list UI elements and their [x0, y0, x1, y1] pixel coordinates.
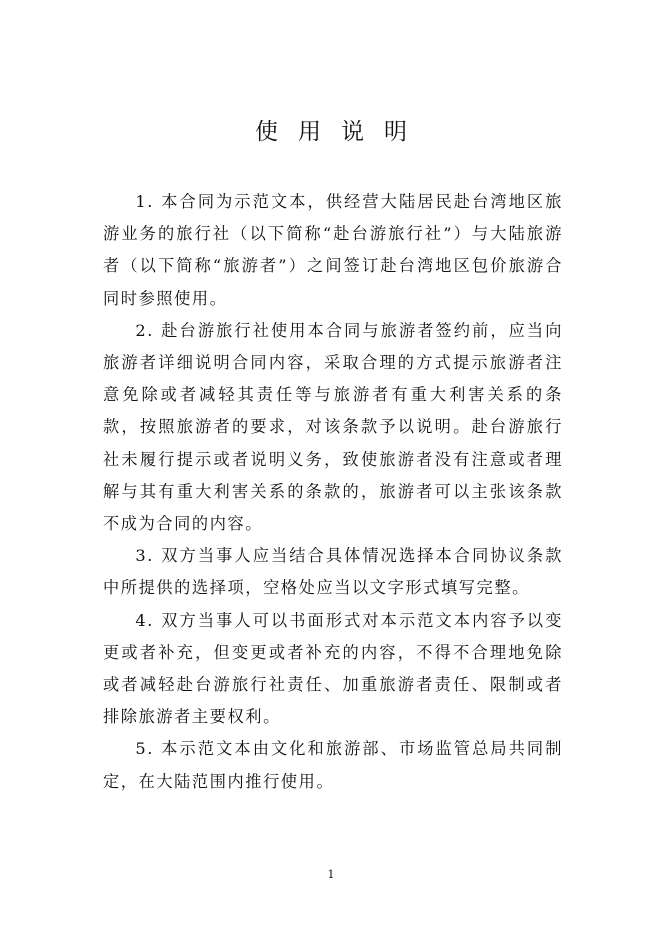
instructions-body [103, 186, 563, 798]
instruction-paragraph-3: 3. 双方当事人应当结合具体情况选择本合同协议条款中所提供的选择项，空格处应当以文字形式填写完整。 [103, 546, 563, 598]
instruction-paragraph-4: 4. 双方当事人可以书面形式对本示范文本内容予以变更或者补充，但变更或者补充的内容，不得不合理地免除或者减轻赴台游旅行社责任、加重旅游者责任、限制或者排除旅游者主要权利。 [103, 610, 563, 727]
instruction-paragraph-2: 2. 赴台游旅行社使用本合同与旅游者签约前，应当向旅游者详细说明合同内容，采取合理的方式提示旅游者注意免除或者减轻其责任等与旅游者有重大利害关系的条款，按照旅游者的要求，对该条款予以说明。赴台游旅行社未履行提示或者说明义务，致使旅游者没有注意或者理解与其有重大利害关系的条款的，旅游者可以主张该条款不成为合同的内容。 [103, 320, 563, 534]
page-number: 1 [327, 868, 335, 881]
instruction-paragraph-5: 5. 本示范文本由文化和旅游部、市场监管总局共同制定，在大陆范围内推行使用。 [103, 739, 563, 791]
page-title: 使用说明 [255, 119, 427, 145]
instruction-paragraph-1: 1. 本合同为示范文本，供经营大陆居民赴台湾地区旅游业务的旅行社（以下简称“赴台游旅行社”）与大陆旅游者（以下简称“旅游者”）之间签订赴台湾地区包价旅游合同时参照使用。 [103, 192, 563, 308]
